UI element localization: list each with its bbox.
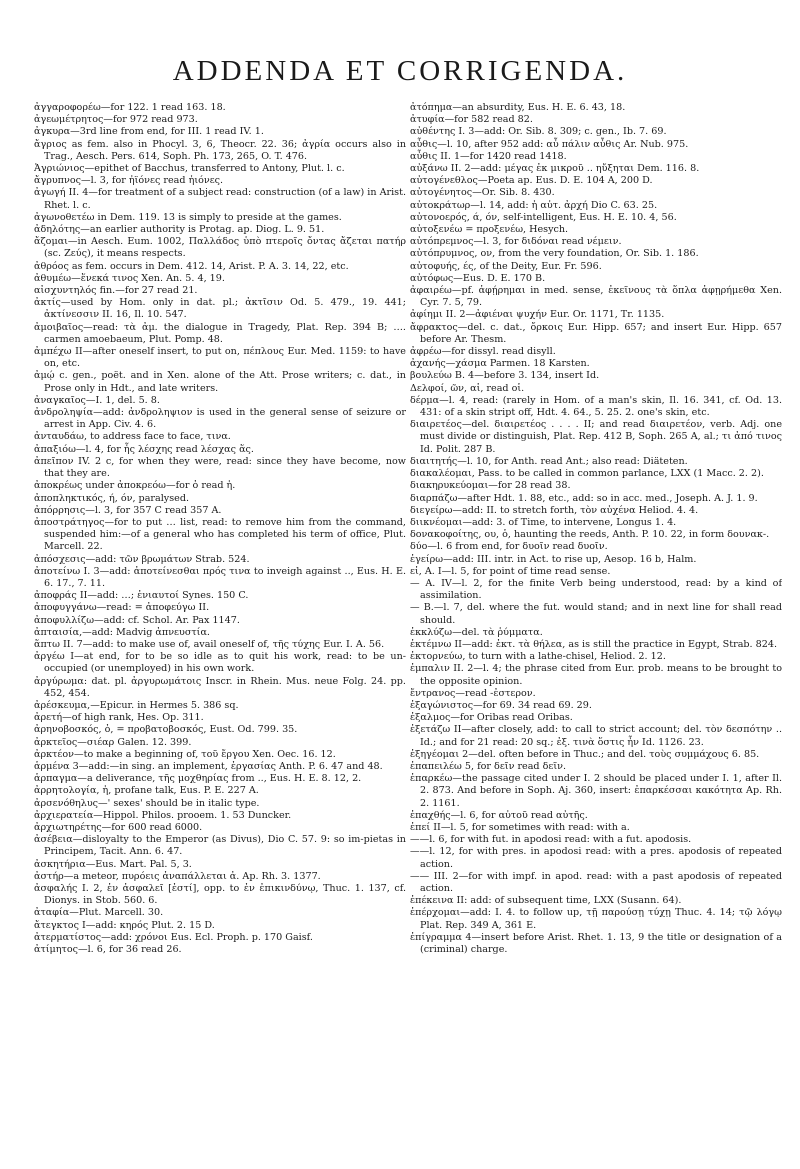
entry: ἐκκλύζω—del. τὰ ῥύμματα. xyxy=(410,626,543,638)
entry: διαιρετέος—del. διαιρετέος . . . . II; and read διαιρετέον, verb. Adj. one must divide or distinguish, Plat. Rep. 412 B, Soph. 265 A, al.; τι ἀπό τινος Id. Polit. 287 B. xyxy=(410,419,782,455)
entry: αὐτόπρυμνος, ον, from the very foundation, Or. Sib. 1. 186. xyxy=(410,248,699,260)
entry: ἀρετή—of high rank, Hes. Op. 311. xyxy=(34,712,204,724)
entry: ἀρέσκευμα,—Epicur. in Hermes 5. 386 sq. xyxy=(34,699,239,711)
entry: αὐτόπρεμνος—l. 3, for διδόναι read νέμειν. xyxy=(410,236,622,248)
entry: ἐξαγώνιστος—for 69. 34 read 69. 29. xyxy=(410,699,592,711)
entry: διαρπάζω—after Hdt. 1. 88, etc., add: so in acc. med., Joseph. A. J. 1. 9. xyxy=(410,492,758,504)
entry: αὐτοκράτωρ—l. 14, add: ἡ αὐτ. ἀρχή Dio C. 63. 25. xyxy=(410,199,658,211)
entry: αὖθις II. 1—for 1420 read 1418. xyxy=(410,150,567,162)
entry: —— III. 2—for with impf. in apod. read: with a past apodosis of repeated action. xyxy=(410,870,782,894)
entry: ἐπέκεινα II: add: of subsequent time, LXX (Susann. 64). xyxy=(410,895,682,907)
entry: διακαλέομαι, Pass. to be called in common parlance, LXX (1 Macc. 2. 2). xyxy=(410,468,764,480)
entry: αὐτοφυής, ές, of the Deity, Eur. Fr. 596. xyxy=(410,260,602,272)
entry: ἄζομαι—in Aesch. Eum. 1002, Παλλάδος ὑπὸ πτεροῖς ὄντας ἄζεται πατήρ (sc. Ζεύς), it means respects. xyxy=(34,236,406,260)
entry: ἀμοιβαῖος—read: τὰ ἀμ. the dialogue in Tragedy, Plat. Rep. 394 B; …. carmen amoebaeum, Plut. Pomp. 48. xyxy=(34,321,406,345)
entry: ἀτυφία—for 582 read 82. xyxy=(410,114,533,126)
entry: ἅπτω II. 7—add: to make use of, avail oneself of, τῆς τύχης Eur. I. A. 56. xyxy=(34,638,385,650)
entry: ἐξετάζω II—after closely, add: to call to strict account; del. τὸν δεσπότην .. Id.; and for 21 read: 20 sq.; ἐξ. τινὰ ὅστις ἦν Id. 1126. 23. xyxy=(410,724,782,748)
entry: αἰσχυντηλός fin.—for 27 read 21. xyxy=(34,285,198,297)
entry: ἀφαιρέω—pf. ἀφῄρημαι in med. sense, ἐκεῖνους τὰ ὅπλα ἀφῃρήμεθα Xen. Cyr. 7. 5, 79. xyxy=(410,285,782,309)
entry: ——l. 6, for with fut. in apodosi read: with a fut. apodosis. xyxy=(410,834,692,846)
entry: ἐπαπειλέω 5, for δεῖν read δεῖν. xyxy=(410,760,567,772)
entry: Δελφοί, ῶν, αἱ, read οἱ. xyxy=(410,382,525,394)
entry: ἐξαλμος—for Oribas read Oribas. xyxy=(410,712,573,724)
entry: ἀχανής—χάσμα Parmen. 18 Karsten. xyxy=(410,358,590,370)
entry: ἀσφαλής I. 2, ἐν ἀσφαλεῖ [ἐστί], opp. to ἐν ἐπικινδύνῳ, Thuc. 1. 137, cf. Dionys. in Stob. 560. 6. xyxy=(34,883,406,907)
entry: ἀρκτεῖος—σιέαρ Galen. 12. 399. xyxy=(34,736,192,748)
entry: ἀθυμέω—ἕνεκά τινος Xen. An. 5. 4, 19. xyxy=(34,272,225,284)
entry: ἀκτίς—used by Hom. only in dat. pl.; ἀκτῖσιν Od. 5. 479., 19. 441; ἀκτίνεσσιν II. 16, Il. 10. 547. xyxy=(34,297,406,321)
entry: ἀποπληκτικός, ή, όν, paralysed. xyxy=(34,492,190,504)
entry: ἀπόσχεσις—add: τῶν βρωμάτων Strab. 524. xyxy=(34,553,250,565)
entry: ἐπέρχομαι—add: I. 4. to follow up, τῇ παρούσῃ τύχῃ Thuc. 4. 14; τῷ λόγῳ Plat. Rep. 349 A, 361 E. xyxy=(410,907,782,931)
entry: αὐτογένητος—Or. Sib. 8. 430. xyxy=(410,187,555,199)
entry: ἐπαχθής—l. 6, for αὐτοῦ read αὐτῆς. xyxy=(410,809,588,821)
entry: Ἀγριώνιος—epithet of Bacchus, transferred to Antony, Plut. l. c. xyxy=(34,163,345,175)
entry: ἁρμένα 3—add:—in sing. an implement, ἐργασίας Anth. P. 6. 47 and 48. xyxy=(34,760,383,772)
entry: ἀγεωμέτρητος—for 972 read 973. xyxy=(34,114,198,126)
entry: ἐκτέμνω II—add: ἐκτ. τὰ θήλεα, as is still the practice in Egypt, Strab. 824. xyxy=(410,638,778,650)
entry: ἀνδροληψία—add: ἀνδροληψιον is used in the general sense of seizure or arrest in App. Civ. 4. 6. xyxy=(34,407,406,431)
entry: ἀγωγή II. 4—for treatment of a subject read: construction (of a law) in Arist. Rhet. l. c. xyxy=(34,187,406,211)
entry: ἀτόπημα—an absurdity, Eus. H. E. 6. 43, 18. xyxy=(410,102,626,113)
entry: ἀφρέω—for dissyl. read disyll. xyxy=(410,346,556,358)
left-column xyxy=(34,102,406,1152)
entry: αὐτονοερός, ά, όν, self-intelligent, Eus. H. E. 10. 4, 56. xyxy=(410,211,677,223)
entry: ἀφίημι II. 2—ἀφιέναι ψυχήν Eur. Or. 1171, Tr. 1135. xyxy=(410,309,665,321)
entry: αὐτοξενέω = προξενέω, Hesych. xyxy=(410,224,569,236)
entry: ἁρπαγμα—a deliverance, τῆς μοχθηρίας from .., Eus. H. E. 8. 12, 2. xyxy=(34,773,362,785)
entry: ἀρσενόθηλυς—' sexes' should be in italic type. xyxy=(34,797,260,809)
entry: δύο—l. 6 from end, for δυοῖν read δυοῖν. xyxy=(410,541,608,553)
entry: ἀταφία—Plut. Marcell. 30. xyxy=(34,907,164,919)
entry: αὐξάνω II. 2—add: μέγας ἐκ μικροῦ .. ηὔξηται Dem. 116. 8. xyxy=(410,163,700,175)
entry: ἄτεγκτος I—add: κηρός Plut. 2. 15 D. xyxy=(34,919,215,931)
entry: ἀνταυδάω, to address face to face, τινα. xyxy=(34,431,231,443)
entry: διακηρυκεύομαι—for 28 read 38. xyxy=(410,480,571,492)
entry: — B.—l. 7, del. where the fut. would stand; and in next line for shall read should. xyxy=(410,602,782,626)
entry: ἄγρυπνος—l. 3, for ἠϊόνες read ἠιόνες. xyxy=(34,175,224,187)
entry: ἐπεί II—l. 5, for sometimes with read: with a. xyxy=(410,821,630,833)
entry: ἀπταισία,—add: Madvig ἀπνευστία. xyxy=(34,626,210,638)
entry: ἀρχιωτηρέτης—for 600 read 6000. xyxy=(34,821,203,833)
entry: βουλεύω B. 4—before 3. 134, insert Id. xyxy=(410,370,600,382)
entry: ἀποστράτηγος—for to put … list, read: to remove him from the command, suspended him:—of a general who has completed his term of office, Plut. Marcell. 22. xyxy=(34,516,406,553)
entry: ἀμπέχω II—after oneself insert, to put on, πέπλους Eur. Med. 1159: to have on, etc. xyxy=(34,346,406,370)
entry: εἰ, A. I—l. 5, for point of time read sense. xyxy=(410,565,611,577)
entry: ἀμῴ c. gen., poët. and in Xen. alone of the Att. Prose writers; c. dat., in Prose only in Hdt., and late writers. xyxy=(34,370,406,394)
entry: δονακοφοίτης, ου, ὁ, haunting the reeds, Anth. P. 10. 22, in form δουνακ-. xyxy=(410,529,770,541)
entry: διεγείρω—add: II. to stretch forth, τὸν αὐχένα Heliod. 4. 4. xyxy=(410,504,699,516)
entry: ἀπαξιόω—l. 4, for ἧς λέσχης read λέσχας ἅς. xyxy=(34,443,254,455)
entry: ἀπόρρησις—l. 3, for 357 C read 357 A. xyxy=(34,504,222,516)
entry: ἐπίγραμμα 4—insert before Arist. Rhet. 1. 13, 9 the title or designation of a (criminal) charge. xyxy=(410,931,782,956)
entry: ἀρρητολογία, ἡ, profane talk, Eus. P. E. 227 A. xyxy=(34,785,259,797)
entry: ἀποτείνω I. 3—add: ἀποτείνεσθαι πρός τινα to inveigh against .., Eus. H. E. 6. 17., 7. 11. xyxy=(34,565,406,589)
entry: ἔντρανος—read -ἐστερον. xyxy=(410,687,536,699)
entry: ἐξηγέομαι 2—del. often before in Thuc.; and del. τοὺς συμμάχους 6. 85. xyxy=(410,748,760,760)
page-title: ADDENDA ET CORRIGENDA. xyxy=(172,55,628,88)
entry: ἀρχιερατεία—Hippol. Philos. prooem. 1. 53 Duncker. xyxy=(34,809,292,821)
entry: ἀπεῖπον IV. 2 c, for when they were, read: since they have become, now that they are. xyxy=(34,455,406,480)
entry: ἀρηνοβοσκός, ὁ, = προβατοβοσκός, Eust. Od. 799. 35. xyxy=(34,724,298,736)
entry: ἀγκυρα—3rd line from end, for III. 1 read IV. 1. xyxy=(34,126,264,138)
entry: αὖθις—l. 10, after 952 add: αὖ πάλιν αὖθις Ar. Nub. 975. xyxy=(410,138,689,150)
entry: ἄγριος as fem. also in Phocyl. 3, 6, Theocr. 22. 36; ἀγρία occurs also in Trag., Aesch. Pers. 614, Soph. Ph. 173, 265, O. T. 476. xyxy=(34,138,406,162)
entry: ἐπαρκέω—the passage cited under I. 2 should be placed under I. 1, after Il. 2. 873. And before in Soph. Aj. 360, insert: ἐπαρκέσσαι κακότητα Ap. Rh. 2. 1161. xyxy=(410,773,782,809)
entry: αὐτογένεθλος—Poeta ap. Eus. D. E. 104 A, 200 D. xyxy=(410,175,653,187)
entry: ἀποφυγγάνω—read: = ἀποφεύγω II. xyxy=(34,602,210,614)
entry: ἐκτορνεύω, to turn with a lathe-chisel, Heliod. 2. 12. xyxy=(410,651,666,663)
entry: ——l. 12, for with pres. in apodosi read: with a pres. apodosis of repeated action. xyxy=(410,846,782,870)
entry: αὐτόφως—Eus. D. E. 170 B. xyxy=(410,272,546,284)
entry: ἀστήρ—a meteor, πυρόεις ἀναπάλλεται ἀ. Ap. Rh. 3. 1377. xyxy=(34,870,321,882)
entry: ἀργέω I—at end, for to be so idle as to quit his work, read: to be un-occupied (or unemployed) in his own work. xyxy=(34,651,406,675)
entry: αὐθέντης I. 3—add: Or. Sib. 8. 309; c. gen., Ib. 7. 69. xyxy=(410,126,667,138)
entry: ἀρκτέον—to make a beginning of, τοῦ ἔργου Xen. Oec. 16. 12. xyxy=(34,748,336,760)
entry: δέρμα—l. 4, read: (rarely in Hom. of a man's skin, Il. 16. 341, cf. Od. 13. 431: of a skin stript off, Hdt. 4. 64., 5. 25. 2. one's skin, etc. xyxy=(410,394,782,419)
entry: ἀποφυλλίζω—add: cf. Schol. Ar. Pax 1147. xyxy=(34,614,240,626)
entry: ἄφρακτος—del. c. dat., ὄρκοις Eur. Hipp. 657; and insert Eur. Hipp. 657 before Ar. Thesm. xyxy=(410,321,782,345)
entry: ἀσέβεια—disloyalty to the Emperor (as Divus), Dio C. 57. 9: so im-pietas in Principem, Tacit. Ann. 6. 47. xyxy=(34,834,406,858)
entry: ἐμπαλιν II. 2—l. 4; the phrase cited from Eur. prob. means to be brought to the opposite opinion. xyxy=(410,663,782,687)
entry: ἀτίμητος—l. 6, for 36 read 26. xyxy=(34,944,182,956)
entry: ἀθρόος as fem. occurs in Dem. 412. 14, Arist. P. A. 3. 14, 22, etc. xyxy=(34,260,349,272)
entry: ἀποκρέως under ἀποκρεόω—for ὁ read ἡ. xyxy=(34,480,236,492)
entry: ἀτερματίστος—add: χρόνοι Eus. Ecl. Proph. p. 170 Gaisf. xyxy=(34,931,313,943)
entry: ἐγείρω—add: III. intr. in Act. to rise up, Aesop. 16 b, Halm. xyxy=(410,553,697,565)
entry: διαιτητής—l. 10, for Anth. read Ant.; also read: Diäteten. xyxy=(410,455,688,467)
entry: ἀγγαροφορέω—for 122. 1 read 163. 18. xyxy=(34,102,226,113)
entry: ἀργύρωμα: dat. pl. ἀργυρωμάτοις Inscr. in Rhein. Mus. neue Folg. 24. pp. 452, 454. xyxy=(34,675,406,699)
entry: ἀσκητήρια—Eus. Mart. Pal. 5, 3. xyxy=(34,858,192,870)
entry: — A. IV—l. 2, for the finite Verb being understood, read: by a kind of assimilation. xyxy=(410,577,782,602)
entry: ἀποφράς II—add: …; ἐνιαυτοί Synes. 150 C. xyxy=(34,590,249,602)
entry: ἀδηλότης—an earlier authority is Protag. ap. Diog. L. 9. 51. xyxy=(34,224,325,236)
entry: ἀναγκαῖος—I. 1, del. 5. 8. xyxy=(34,394,160,406)
entry: ἀγωνοθετέω in Dem. 119. 13 is simply to preside at the games. xyxy=(34,211,342,223)
entry: διικνέομαι—add: 3. of Time, to intervene, Longus 1. 4. xyxy=(410,516,677,528)
right-column xyxy=(410,102,782,1152)
